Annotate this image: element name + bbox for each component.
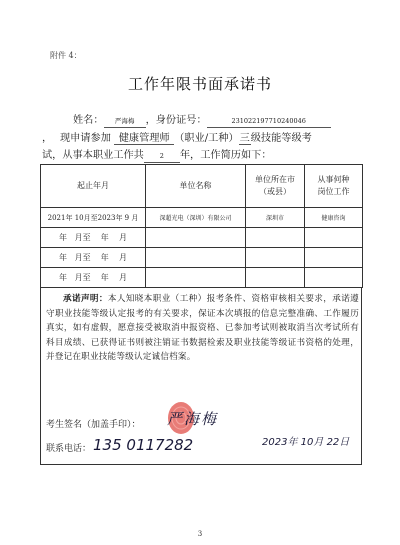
name-field[interactable]: 严海梅 <box>104 116 146 128</box>
header-position <box>305 165 363 208</box>
apply-line <box>60 129 312 145</box>
signed-name[interactable]: 严海梅 <box>167 410 219 428</box>
id-number-field[interactable]: 231022197710240046 <box>207 116 331 128</box>
company-cell[interactable] <box>146 268 246 288</box>
level-suffix: 级技能等级考 <box>250 133 312 144</box>
declaration-label: 承诺声明： <box>63 294 108 304</box>
table-row <box>41 208 363 228</box>
header-city-line2: （或县） <box>259 187 291 196</box>
header-position-line2: 岗位工作 <box>317 187 350 196</box>
position-cell[interactable] <box>305 228 363 248</box>
identity-line <box>73 111 331 128</box>
company-cell[interactable] <box>146 248 246 268</box>
date-day-word: 日 <box>339 437 350 448</box>
attachment-label: 附件 4： <box>50 51 82 60</box>
city-cell[interactable]: 深圳市 <box>246 208 305 228</box>
page-number: 3 <box>197 530 203 538</box>
header-period: 起止年月 <box>41 165 146 208</box>
phone-label: 联系电话： <box>46 444 92 454</box>
city-cell[interactable] <box>246 268 305 288</box>
sign-date[interactable] <box>262 433 349 448</box>
declaration-text <box>46 292 359 365</box>
period-cell[interactable]: 年 月至 年 月 <box>41 268 146 288</box>
years-line <box>42 146 272 163</box>
table-row <box>41 268 363 288</box>
start-year: 2021 <box>47 213 66 222</box>
years-suffix: 年，工作简历如下： <box>179 150 272 161</box>
city-cell[interactable] <box>246 228 305 248</box>
date-year-word: 年 <box>287 437 298 448</box>
header-position-line1: 从事何种 <box>317 175 350 184</box>
header-company: 单位名称 <box>146 165 246 208</box>
position-cell[interactable]: 健康咨询 <box>305 208 363 228</box>
date-month: 10 <box>300 437 314 448</box>
date-day: 22 <box>326 437 340 448</box>
id-label: ，身份证号： <box>145 115 207 126</box>
page-title: 工作年限书面承诺书 <box>127 75 272 93</box>
work-history-table <box>40 164 363 288</box>
level-field[interactable]: 三 <box>239 133 250 144</box>
company-cell[interactable]: 深超光电（深圳）有限公司 <box>146 208 246 228</box>
end-year: 2023 <box>97 213 116 222</box>
table-row <box>41 248 363 268</box>
years-field[interactable]: 2 <box>144 151 180 163</box>
date-month-word: 月 <box>313 437 324 448</box>
line1-end: ， <box>42 133 53 144</box>
period-cell[interactable]: 2021年 10月至2023年 9 月 <box>41 208 146 228</box>
table-header-row <box>41 165 363 208</box>
company-cell[interactable] <box>146 228 246 248</box>
declaration-body: 本人知晓本职业（工种）报考条件、资格审核相关要求，承诺遵守职业技能等级认定报考的有关要求，保证本次填报的信息完整准确、工作履历真实，如有虚假，愿意接受被取消申报资格、已参加考试则被取消当次考试所有科目成绩、已获得证书则被注销证书数据检索及职业技能等级证书资格的处理，并登记在职业技能等级认定诚信档案。 <box>46 294 359 362</box>
header-city <box>246 165 305 208</box>
occupation-suffix: （职业/工种） <box>174 133 239 144</box>
apply-prefix: 现申请参加 <box>60 133 111 144</box>
position-cell[interactable] <box>305 248 363 268</box>
period-cell[interactable]: 年 月至 年 月 <box>41 228 146 248</box>
period-cell[interactable]: 年 月至 年 月 <box>41 248 146 268</box>
occupation-field[interactable]: 健康管理师 <box>114 133 174 145</box>
years-prefix: 试，从事本职业工作共 <box>42 150 144 161</box>
name-label: 姓名： <box>73 115 104 126</box>
signature-label: 考生签名（加盖手印）： <box>46 420 141 430</box>
header-city-line1: 单位所在市 <box>255 175 295 184</box>
table-row <box>41 228 363 248</box>
city-cell[interactable] <box>246 248 305 268</box>
phone-value[interactable]: 135 0117282 <box>93 436 194 454</box>
date-year: 2023 <box>262 437 288 448</box>
position-cell[interactable] <box>305 268 363 288</box>
start-month: 10 <box>74 213 84 222</box>
end-month: 9 <box>124 213 130 222</box>
